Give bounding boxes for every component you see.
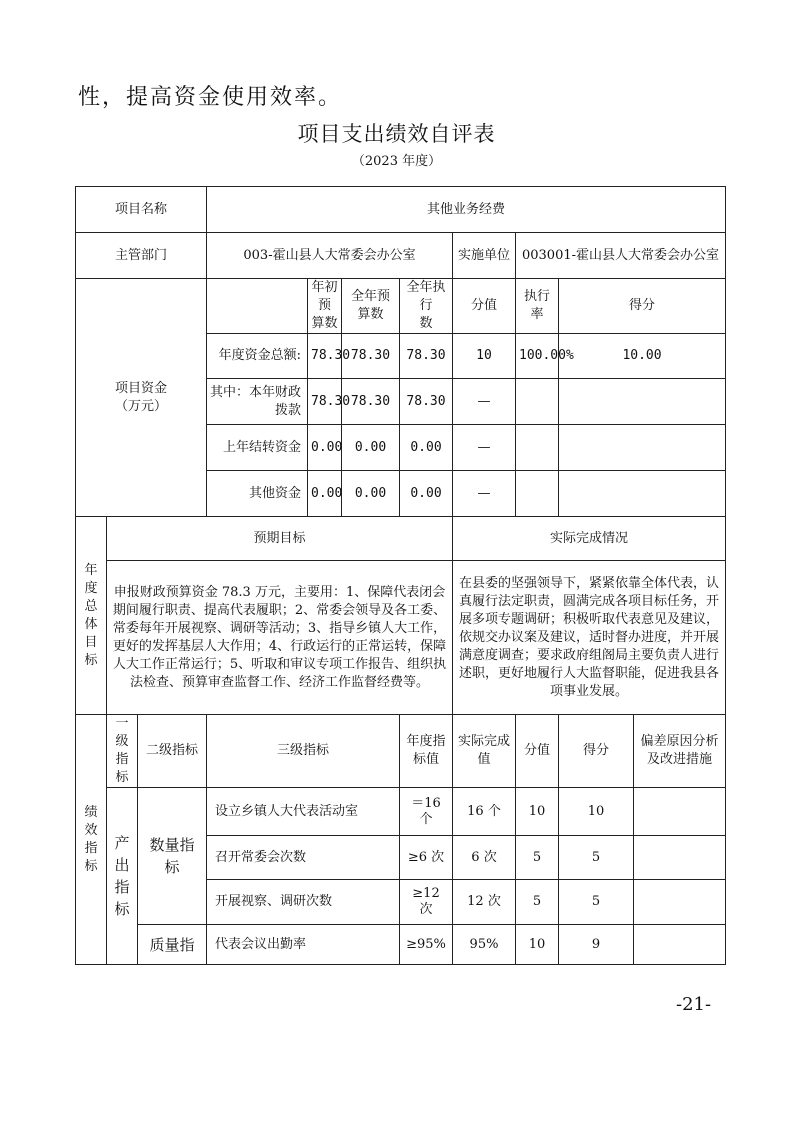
funds-header-initial: 年初预 算数 (308, 279, 342, 334)
table-year: （2023 年度） (351, 154, 442, 169)
indicator-target: ≥12 次 (400, 880, 453, 925)
indicator-name: 开展视察、调研次数 (207, 880, 400, 925)
funds-header-blank (207, 279, 308, 334)
indicator-deviation (634, 836, 726, 880)
funds-rate (516, 379, 559, 425)
funds-score (559, 471, 726, 517)
funds-executed: 78.30 (400, 334, 453, 379)
indicator-actual: 12 次 (453, 880, 516, 925)
indicator-row (76, 925, 726, 965)
funds-score: 10.00 (559, 334, 726, 379)
funds-header-score-value: 分值 (453, 279, 516, 334)
funds-header-score: 得分 (559, 279, 726, 334)
project-name-label: 项目名称 (76, 187, 207, 233)
goals-actual-header: 实际完成情况 (453, 517, 726, 561)
funds-annual: 0.00 (342, 425, 400, 471)
self-evaluation-table (75, 186, 726, 965)
indicator-score: 5 (559, 836, 634, 880)
funds-row-label: 其中：本年财政拨款 (207, 379, 308, 425)
indicators-header-target: 年度指 标值 (400, 715, 453, 788)
indicator-score-value: 5 (516, 836, 559, 880)
project-name-row (76, 187, 726, 233)
funds-rate (516, 425, 559, 471)
level2-quality: 质量指 (138, 925, 207, 965)
indicators-header-row (76, 715, 726, 788)
indicator-target: ＝16 个 (400, 788, 453, 836)
indicators-header-score: 得分 (559, 715, 634, 788)
funds-score (559, 425, 726, 471)
indicator-score-value: 10 (516, 925, 559, 965)
level2-quantity: 数量指 标 (138, 788, 207, 925)
indicator-score-value: 10 (516, 788, 559, 836)
goals-expected-text: 申报财政预算资金 78.3 万元，主要用：1、保障代表闭会期间履行职责、提高代表履职；2、常委会领导及各工委、常委每年开展视察、调研等活动；3、指导乡镇人大工作，更好的发挥基层人大作用；4、行政运行的正常运转，保障人大工作正常运行；5、听取和审议专项工作报告、组织执法检查、预算审查监督工作、经济工作监督经费等。 (107, 561, 453, 715)
funds-executed: 0.00 (400, 471, 453, 517)
funds-header-executed: 全年执行 数 (400, 279, 453, 334)
level1-output: 产出指标 (107, 788, 138, 965)
page-number: -21- (676, 994, 712, 1015)
unit-label: 实施单位 (453, 233, 516, 279)
indicators-header-level2: 二级指标 (138, 715, 207, 788)
indicator-score: 9 (559, 925, 634, 965)
indicators-header-deviation: 偏差原因分析 及改进措施 (634, 715, 726, 788)
funds-score-value: — (453, 425, 516, 471)
funds-header-annual: 全年预 算数 (342, 279, 400, 334)
lead-text: 性，提高资金使用效率。 (78, 85, 343, 110)
indicator-actual: 6 次 (453, 836, 516, 880)
funds-executed: 0.00 (400, 425, 453, 471)
indicator-name: 代表会议出勤率 (207, 925, 400, 965)
funds-rate: 100.00% (516, 334, 559, 379)
funds-initial: 78.30 (308, 379, 342, 425)
indicator-deviation (634, 788, 726, 836)
indicator-actual: 95% (453, 925, 516, 965)
funds-annual: 78.30 (342, 334, 400, 379)
indicators-header-level1: 一级指标 (107, 715, 138, 788)
dept-value: 003-霍山县人大常委会办公室 (207, 233, 453, 279)
funds-score-value: 10 (453, 334, 516, 379)
funds-label: 项目资金 （万元） (76, 279, 207, 517)
indicator-score: 10 (559, 788, 634, 836)
funds-initial: 0.00 (308, 471, 342, 517)
funds-header-row (76, 279, 726, 334)
goals-actual-text: 在县委的坚强领导下，紧紧依靠全体代表，认真履行法定职责，圆满完成各项目标任务，开展多项专题调研；积极听取代表意见及建议，依规交办议案及建议，适时督办进度，并开展满意度调查；要求政府组阁局主要负责人进行述职，更好地履行人大监督职能，促进我县各项事业发展。 (453, 561, 726, 715)
funds-annual: 78.30 (342, 379, 400, 425)
project-name-value: 其他业务经费 (207, 187, 726, 233)
indicator-deviation (634, 925, 726, 965)
indicator-target: ≥95% (400, 925, 453, 965)
indicator-name: 召开常委会次数 (207, 836, 400, 880)
funds-rate (516, 471, 559, 517)
indicator-deviation (634, 880, 726, 925)
table-title: 项目支出绩效自评表 (297, 122, 496, 146)
department-row (76, 233, 726, 279)
funds-row-label: 年度资金总额: (207, 334, 308, 379)
indicators-header-level3: 三级指标 (207, 715, 400, 788)
goals-header-row (76, 517, 726, 561)
goals-label: 年度总体目标 (76, 517, 107, 715)
indicator-target: ≥6 次 (400, 836, 453, 880)
goals-expected-header: 预期目标 (107, 517, 453, 561)
funds-executed: 78.30 (400, 379, 453, 425)
indicator-name: 设立乡镇人大代表活动室 (207, 788, 400, 836)
dept-label: 主管部门 (76, 233, 207, 279)
indicators-label: 绩效指标 (76, 715, 107, 965)
unit-value: 003001-霍山县人大常委会办公室 (516, 233, 726, 279)
indicator-actual: 16 个 (453, 788, 516, 836)
funds-row-label: 其他资金 (207, 471, 308, 517)
funds-initial: 78.30 (308, 334, 342, 379)
funds-score-value: — (453, 471, 516, 517)
indicator-score: 5 (559, 880, 634, 925)
funds-initial: 0.00 (308, 425, 342, 471)
indicators-header-score-value: 分值 (516, 715, 559, 788)
funds-annual: 0.00 (342, 471, 400, 517)
indicators-header-actual: 实际完成 值 (453, 715, 516, 788)
funds-score-value: — (453, 379, 516, 425)
indicator-row (76, 788, 726, 836)
indicator-score-value: 5 (516, 880, 559, 925)
goals-content-row (76, 561, 726, 715)
funds-header-rate: 执行率 (516, 279, 559, 334)
funds-score (559, 379, 726, 425)
funds-row-label: 上年结转资金 (207, 425, 308, 471)
